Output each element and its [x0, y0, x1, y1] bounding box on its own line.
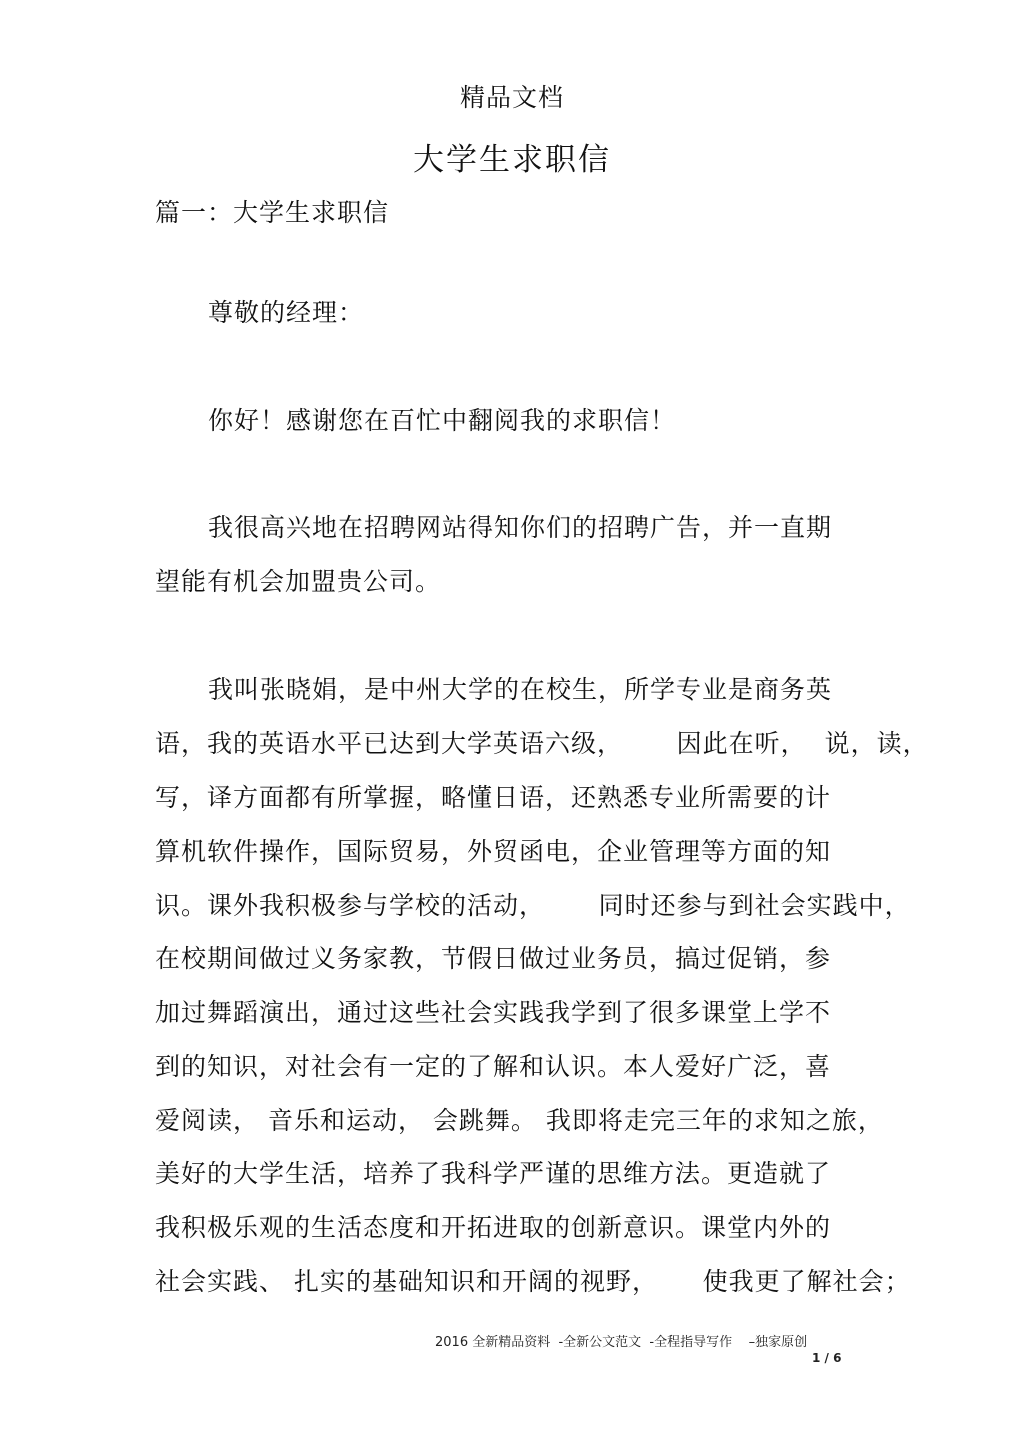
page-number: 1 / 6: [812, 1351, 842, 1365]
paragraph-line: 到的知识，对社会有一定的了解和认识。本人爱好广泛，喜: [155, 1052, 832, 1081]
paragraph-line: 算机软件操作，国际贸易，外贸函电，企业管理等方面的知: [155, 837, 832, 866]
paragraph-line: 社会实践、 扎实的基础知识和开阔的视野， 使我更了解社会；: [155, 1267, 911, 1296]
paragraph-line: 加过舞蹈演出，通过这些社会实践我学到了很多课堂上学不: [155, 998, 832, 1027]
paragraph-line: 我积极乐观的生活态度和开拓进取的创新意识。课堂内外的: [155, 1213, 832, 1242]
footer-text: 2016 全新精品资料 -全新公文范文 -全程指导写作 –独家原创: [435, 1335, 808, 1350]
paragraph-line: 美好的大学生活，培养了我科学严谨的思维方法。更造就了: [155, 1159, 832, 1188]
paragraph-line: 语，我的英语水平已达到大学英语六级， 因此在听， 说，读，: [155, 729, 929, 758]
paragraph-line: 识。课外我积极参与学校的活动， 同时还参与到社会实践中，: [155, 891, 911, 920]
paragraph-line: 写，译方面都有所掌握，略懂日语，还熟悉专业所需要的计: [155, 783, 832, 812]
greeting-line: 你好！感谢您在百忙中翻阅我的求职信！: [208, 406, 677, 435]
paragraph-line: 爱阅读， 音乐和运动， 会跳舞。 我即将走完三年的求知之旅，: [155, 1106, 884, 1135]
paragraph-line: 我很高兴地在招聘网站得知你们的招聘广告，并一直期: [208, 513, 833, 542]
paragraph-line: 在校期间做过义务家教，节假日做过业务员，搞过促销，参: [155, 944, 832, 973]
document-header: 精品文档: [459, 83, 564, 112]
paragraph-line: 望能有机会加盟贵公司。: [155, 567, 442, 596]
document-title: 大学生求职信: [413, 142, 611, 178]
paragraph-line: 我叫张晓娟，是中州大学的在校生，所学专业是商务英: [208, 675, 833, 704]
salutation-line: 尊敬的经理：: [208, 298, 365, 327]
section-title: 篇一：大学生求职信: [155, 198, 390, 227]
